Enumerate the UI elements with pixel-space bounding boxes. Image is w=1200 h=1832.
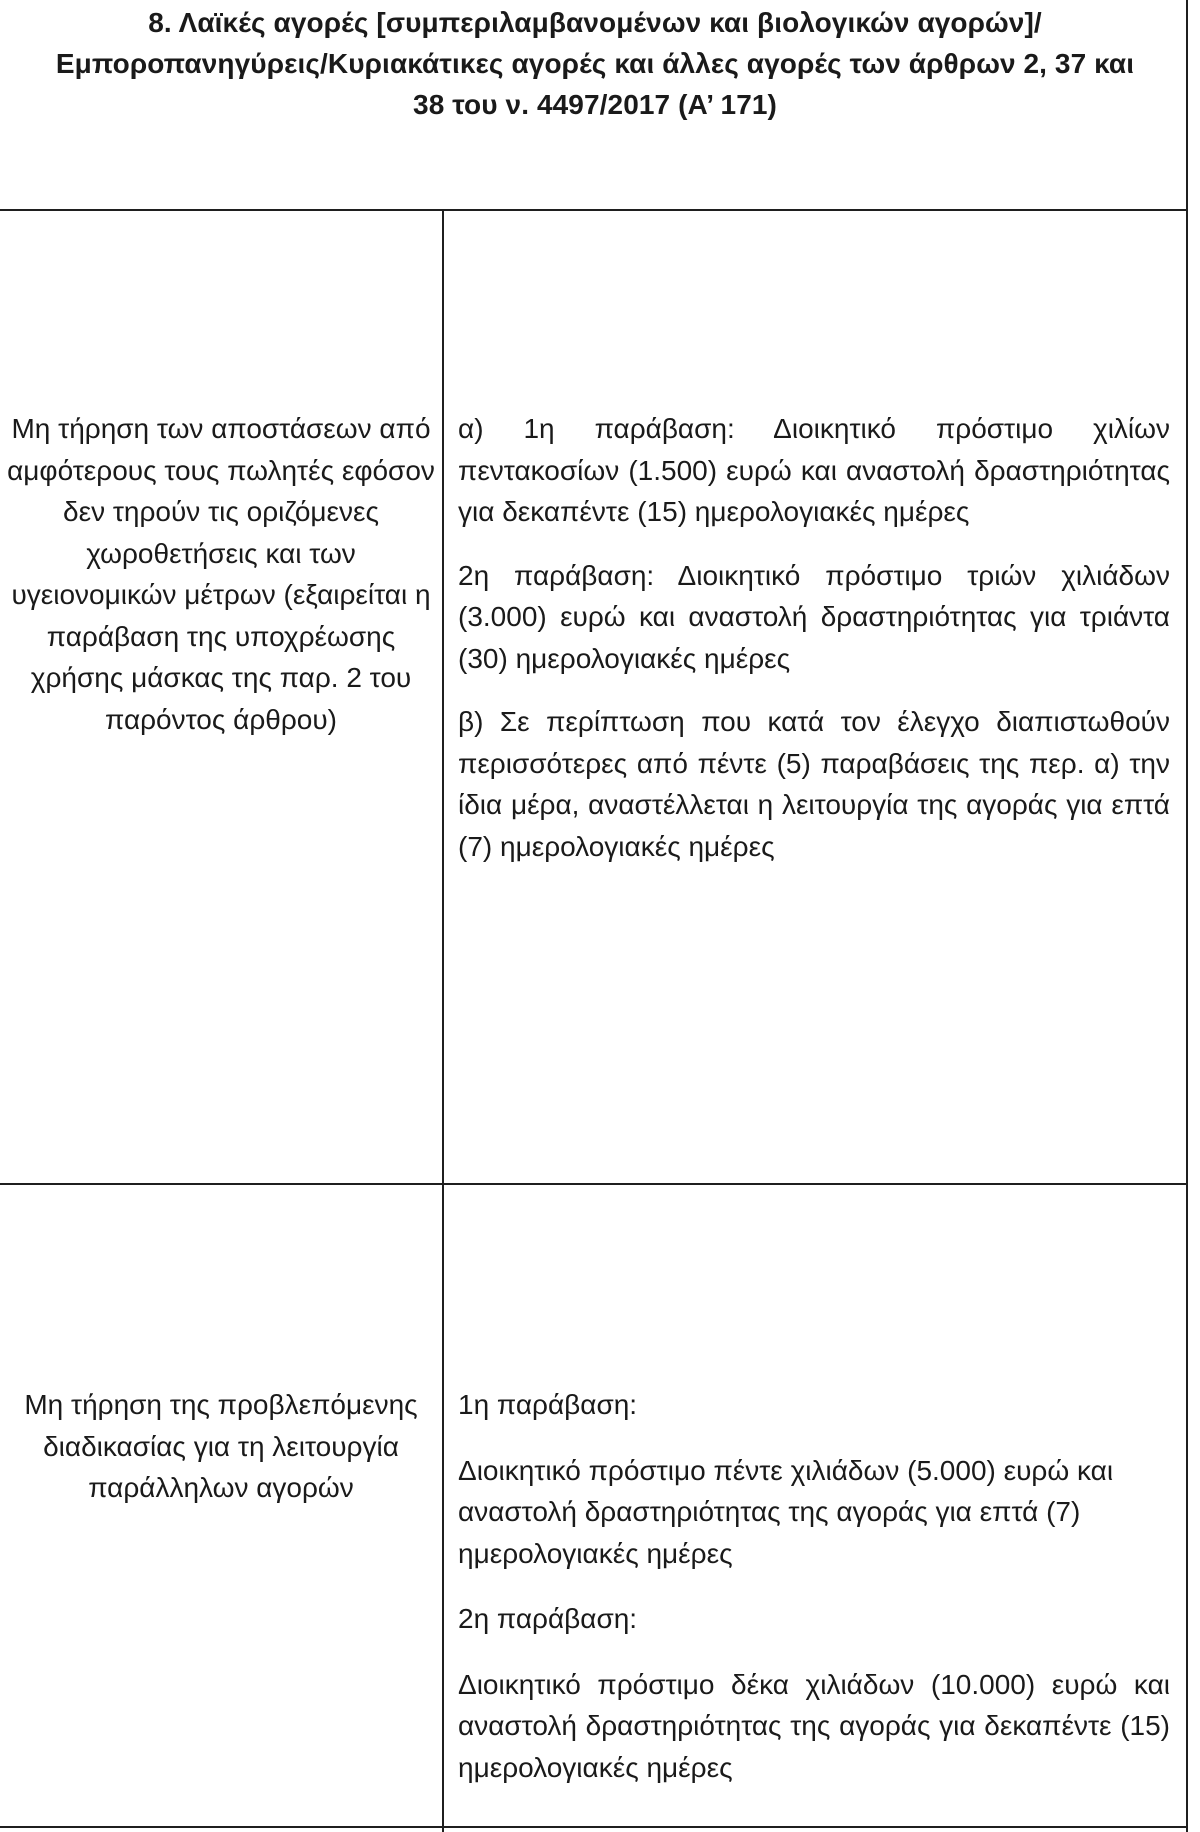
column-divider [442,209,444,1832]
penalty-cell [458,1384,1170,1788]
violation-description: Μη τήρηση των αποστάσεων από αμφότερους τους πωλητές εφόσον δεν τηρούν τις οριζόμενες χωροθετήσεις και των υγειονομικών μέτρων (εξαιρείται η παράβαση της υποχρέωσης χρήσης μάσκας της παρ. 2 του παρόντος άρθρου) [7,413,435,735]
section-title: 8. Λαϊκές αγορές [συμπεριλαμβανομένων και βιολογικών αγορών]/Εμποροπανηγύρεις/Κυριακάτικες αγορές και άλλες αγορές των άρθρων 2, 37 και 38 του ν. 4497/2017 (Α’ 171) [55,7,1135,120]
penalty-paragraph: β) Σε περίπτωση που κατά τον έλεγχο διαπιστωθούν περισσότερες από πέντε (5) παραβάσεις της περ. α) την ίδια μέρα, αναστέλλεται η λειτουργία της αγοράς για επτά (7) ημερολογιακές ημέρες [458,706,1170,862]
penalty-paragraph: Διοικητικό πρόστιμο δέκα χιλιάδων (10.000) ευρώ και αναστολή δραστηριότητας της αγοράς για δεκαπέντε (15) ημερολογιακές ημέρες [458,1668,1170,1783]
penalty-paragraph: Διοικητικό πρόστιμο πέντε χιλιάδων (5.000) ευρώ και αναστολή δραστηριότητας της αγοράς για επτά (7) ημερολογιακές ημέρες [458,1454,1114,1569]
violation-description: Μη τήρηση της προβλεπόμενης διαδικασίας για τη λειτουργία παράλληλων αγορών [24,1389,418,1503]
penalty-paragraph: 2η παράβαση: Διοικητικό πρόστιμο τριών χιλιάδων (3.000) ευρώ και αναστολή δραστηριότητας για τριάντα (30) ημερολογιακές ημέρες [458,559,1170,674]
header-bottom-border [0,209,1188,211]
table-bottom-border [0,1826,1188,1828]
penalty-cell [458,408,1170,867]
row-divider [0,1183,1188,1185]
table-border-right [1186,0,1188,1832]
penalty-paragraph: 1η παράβαση: [458,1389,638,1420]
penalty-paragraph: α) 1η παράβαση: Διοικητικό πρόστιμο χιλίων πεντακοσίων (1.500) ευρώ και αναστολή δραστηριότητας για δεκαπέντε (15) ημερολογιακές ημέρες [458,413,1170,527]
penalty-paragraph: 2η παράβαση: [458,1603,638,1634]
